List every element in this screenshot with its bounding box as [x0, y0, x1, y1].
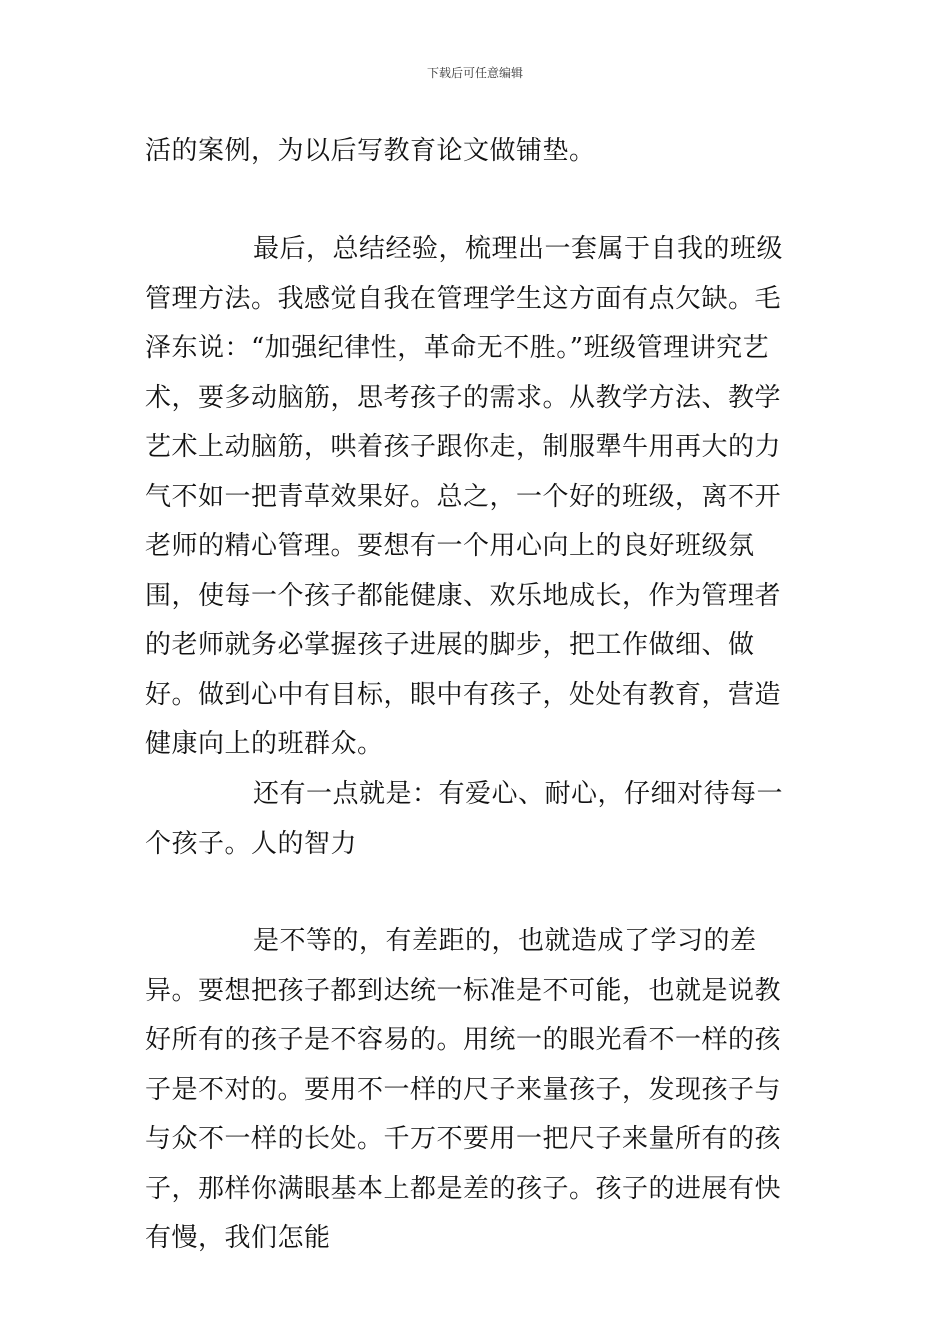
paragraph-differences: 是不等的，有差距的，也就造成了学习的差异。要想把孩子都到达统一标准是不可能，也就是说教好所有的孩子是不容易的。用统一的眼光看不一样的孩子是不对的。要用不一样的尺子来量孩子，发现孩子与与众不一样的长处。千万不要用一把尺子来量所有的孩子，那样你满眼基本上都是差的孩子。孩子的进展有快有慢，我们怎能 [145, 926, 782, 1253]
page-header-note: 下载后可任意编辑 [426, 66, 523, 80]
paragraph-continuation: 活的案例，为以后写教育论文做铺垫。 [145, 136, 596, 166]
paragraph-class-management: 最后，总结经验，梳理出一套属于自我的班级管理方法。我感觉自我在管理学生这方面有点欠缺。毛泽东说：“加强纪律性，革命无不胜。”班级管理讲究艺术，要多动脑筋，思考孩子的需求。从教学方法、教学艺术上动脑筋，哄着孩子跟你走，制服犟牛用再大的力气不如一把青草效果好。总之，一个好的班级，离不开老师的精心管理。要想有一个用心向上的良好班级氛围，使每一个孩子都能健康、欢乐地成长，作为管理者的老师就务必掌握孩子进展的脚步，把工作做细、做好。做到心中有目标，眼中有孩子，处处有教育，营造健康向上的班群众。 [145, 234, 784, 759]
paragraph-patience: 还有一点就是：有爱心、耐心，仔细对待每一个孩子。人的智力 [145, 779, 784, 859]
